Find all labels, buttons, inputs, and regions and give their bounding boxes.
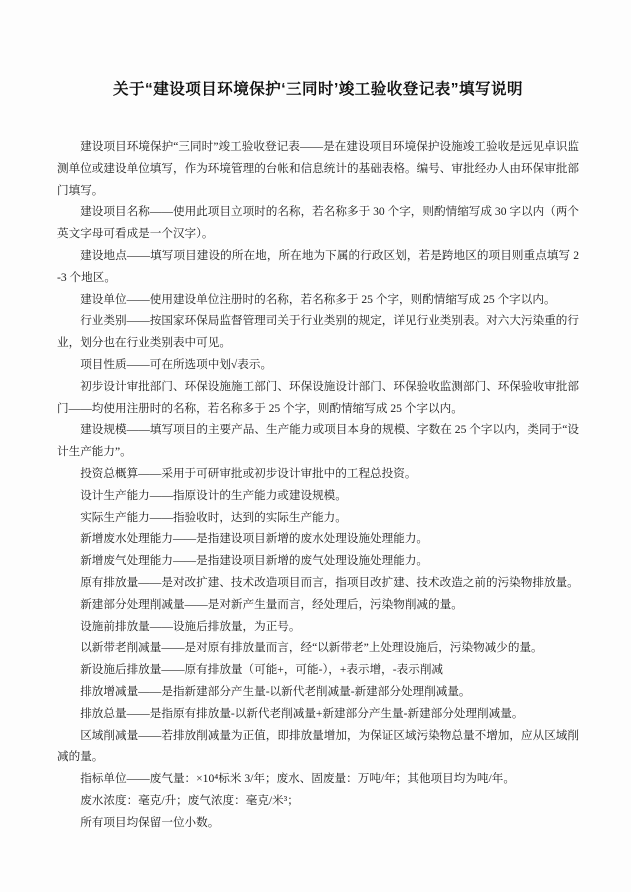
paragraph: 建设规模——填写项目的主要产品、生产能力或项目本身的规模、字数在 25 个字以内，类同于“设计生产能力”。 [57,423,579,459]
paragraph: 建设地点——填写项目建设的所在地，所在地为下属的行政区划，若是跨地区的项目则重点填写 2-3 个地区。 [57,248,579,284]
page-title: 关于“建设项目环境保护‘三同时’竣工验收登记表”填写说明 [112,81,524,98]
paragraph: 新建部分处理削减量——是对新产生量而言，经处理后，污染物削减的量。 [80,597,463,611]
paragraph: 设计生产能力——指原设计的生产能力或建设规模。 [80,488,347,502]
paragraph: 废水浓度：毫克/升；废气浓度：毫克/米³； [80,793,299,807]
paragraph: 区域削减量——若排放削减量为正值，即排放量增加，为保证区域污染物总量不增加，应从区域削减的量。 [57,728,579,764]
paragraph: 建设项目名称——使用此项目立项时的名称，若名称多于 30 个字，则酌情缩写成 30 字以内（两个英文字母可看成是一个汉字）。 [57,205,579,241]
paragraph: 新增废水处理能力——是指建设项目新增的废水处理设施处理能力。 [80,532,429,546]
paragraph: 投资总概算——采用于可研审批或初步设计审批中的工程总投资。 [80,466,417,480]
paragraph: 新增废气处理能力——是指建设项目新增的废气处理设施处理能力。 [80,554,429,568]
paragraph: 以新带老削减量——是对原有排放量而言，经“以新带老”上处理设施后，污染物减少的量。 [80,641,543,655]
paragraph: 排放总量——是指原有排放量-以新代老削减量+新建部分产生量-新建部分处理削减量。 [80,706,524,720]
paragraph: 建设项目环境保护“三同时”竣工验收登记表——是在建设项目环境保护设施竣工验收是远见卓识监测单位或建设单位填写，作为环境管理的台帐和信息统计的基础表格。编号、审批经办人由环保审批部门填写。 [57,140,579,197]
paragraph: 行业类别——按国家环保局监督管理司关于行业类别的规定，详见行业类别表。对六大污染重的行业，划分也在行业类别表中可见。 [57,314,579,350]
paragraph: 初步设计审批部门、环保设施施工部门、环保设施设计部门、环保验收监测部门、环保验收审批部门——均使用注册时的名称，若名称多于 25 个字，则酌情缩写成 25 个字以内。 [57,379,579,415]
paragraph: 设施前排放量——设施后排放量，为正号。 [80,619,301,633]
paragraph: 指标单位——废气量：×10⁴标米 3/年；废水、固废量：万吨/年；其他项目均为吨/年。 [80,772,515,786]
paragraph: 实际生产能力——指验收时，达到的实际生产能力。 [80,510,347,524]
paragraph: 项目性质——可在所选项中划√表示。 [80,357,273,371]
paragraph: 建设单位——使用建设单位注册时的名称，若名称多于 25 个字，则酌情缩写成 25 个字以内。 [80,292,556,306]
paragraph: 所有项目均保留一位小数。 [80,815,220,829]
document-body [57,136,579,834]
paragraph: 原有排放量——是对改扩建、技术改造项目而言，指项目改扩建、技术改造之前的污染物排放量。 [80,575,579,589]
paragraph: 新设施后排放量——原有排放量（可能+，可能-），+表示增，-表示削减 [80,663,444,677]
paragraph: 排放增减量——是指新建部分产生量-以新代老削减量-新建部分处理削减量。 [80,684,471,698]
